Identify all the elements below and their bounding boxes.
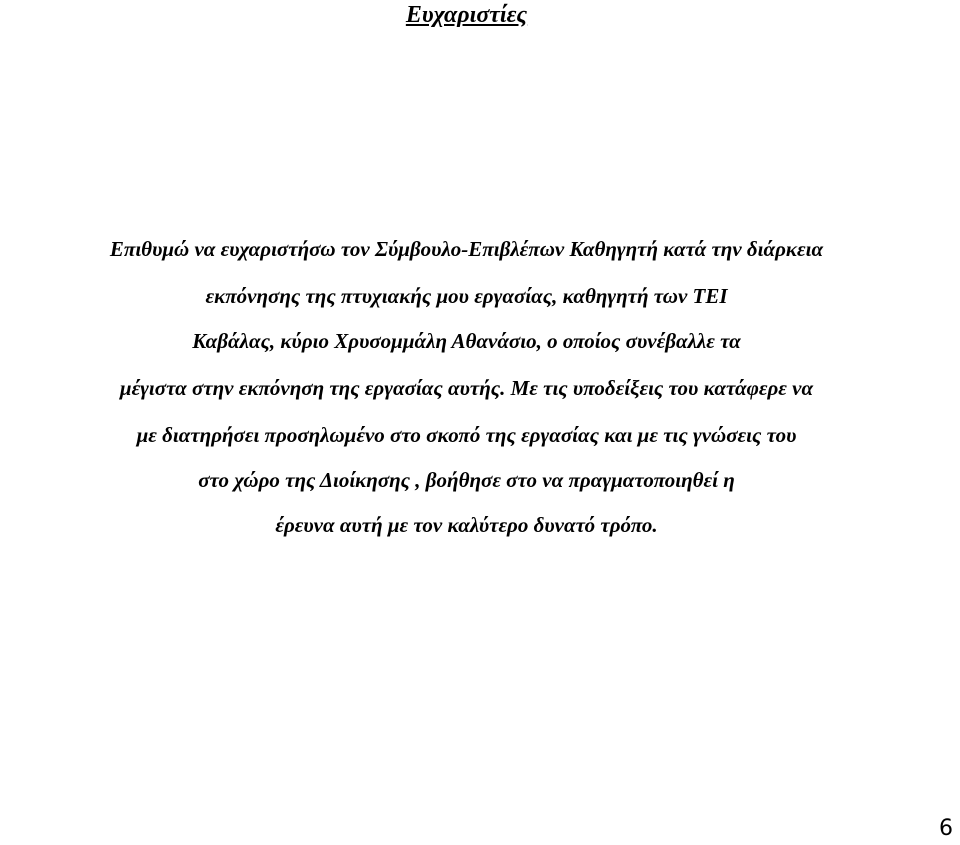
page-number: 6 (939, 816, 953, 841)
paragraph-line: με διατηρήσει προσηλωμένο στο σκοπό της εργασίας και με τις γνώσεις του (136, 423, 797, 447)
paragraph-line: έρευνα αυτή με τον καλύτερο δυνατό τρόπο. (275, 513, 658, 537)
paragraph-line: Επιθυμώ να ευχαριστήσω τον Σύμβουλο-Επιβλέπων Καθηγητή κατά την διάρκεια (109, 237, 824, 261)
paragraph-line: εκπόνησης της πτυχιακής μου εργασίας, καθηγητή των ΤΕΙ (205, 284, 728, 308)
page-title: Ευχαριστίες (405, 2, 528, 28)
paragraph-line: στο χώρο της Διοίκησης , βοήθησε στο να πραγματοποιηθεί η (198, 468, 735, 492)
paragraph-line: μέγιστα στην εκπόνηση της εργασίας αυτής. Με τις υποδείξεις του κατάφερε να (119, 376, 814, 400)
paragraph-line: Καβάλας, κύριο Χρυσομμάλη Αθανάσιο, ο οποίος συνέβαλλε τα (192, 329, 741, 353)
